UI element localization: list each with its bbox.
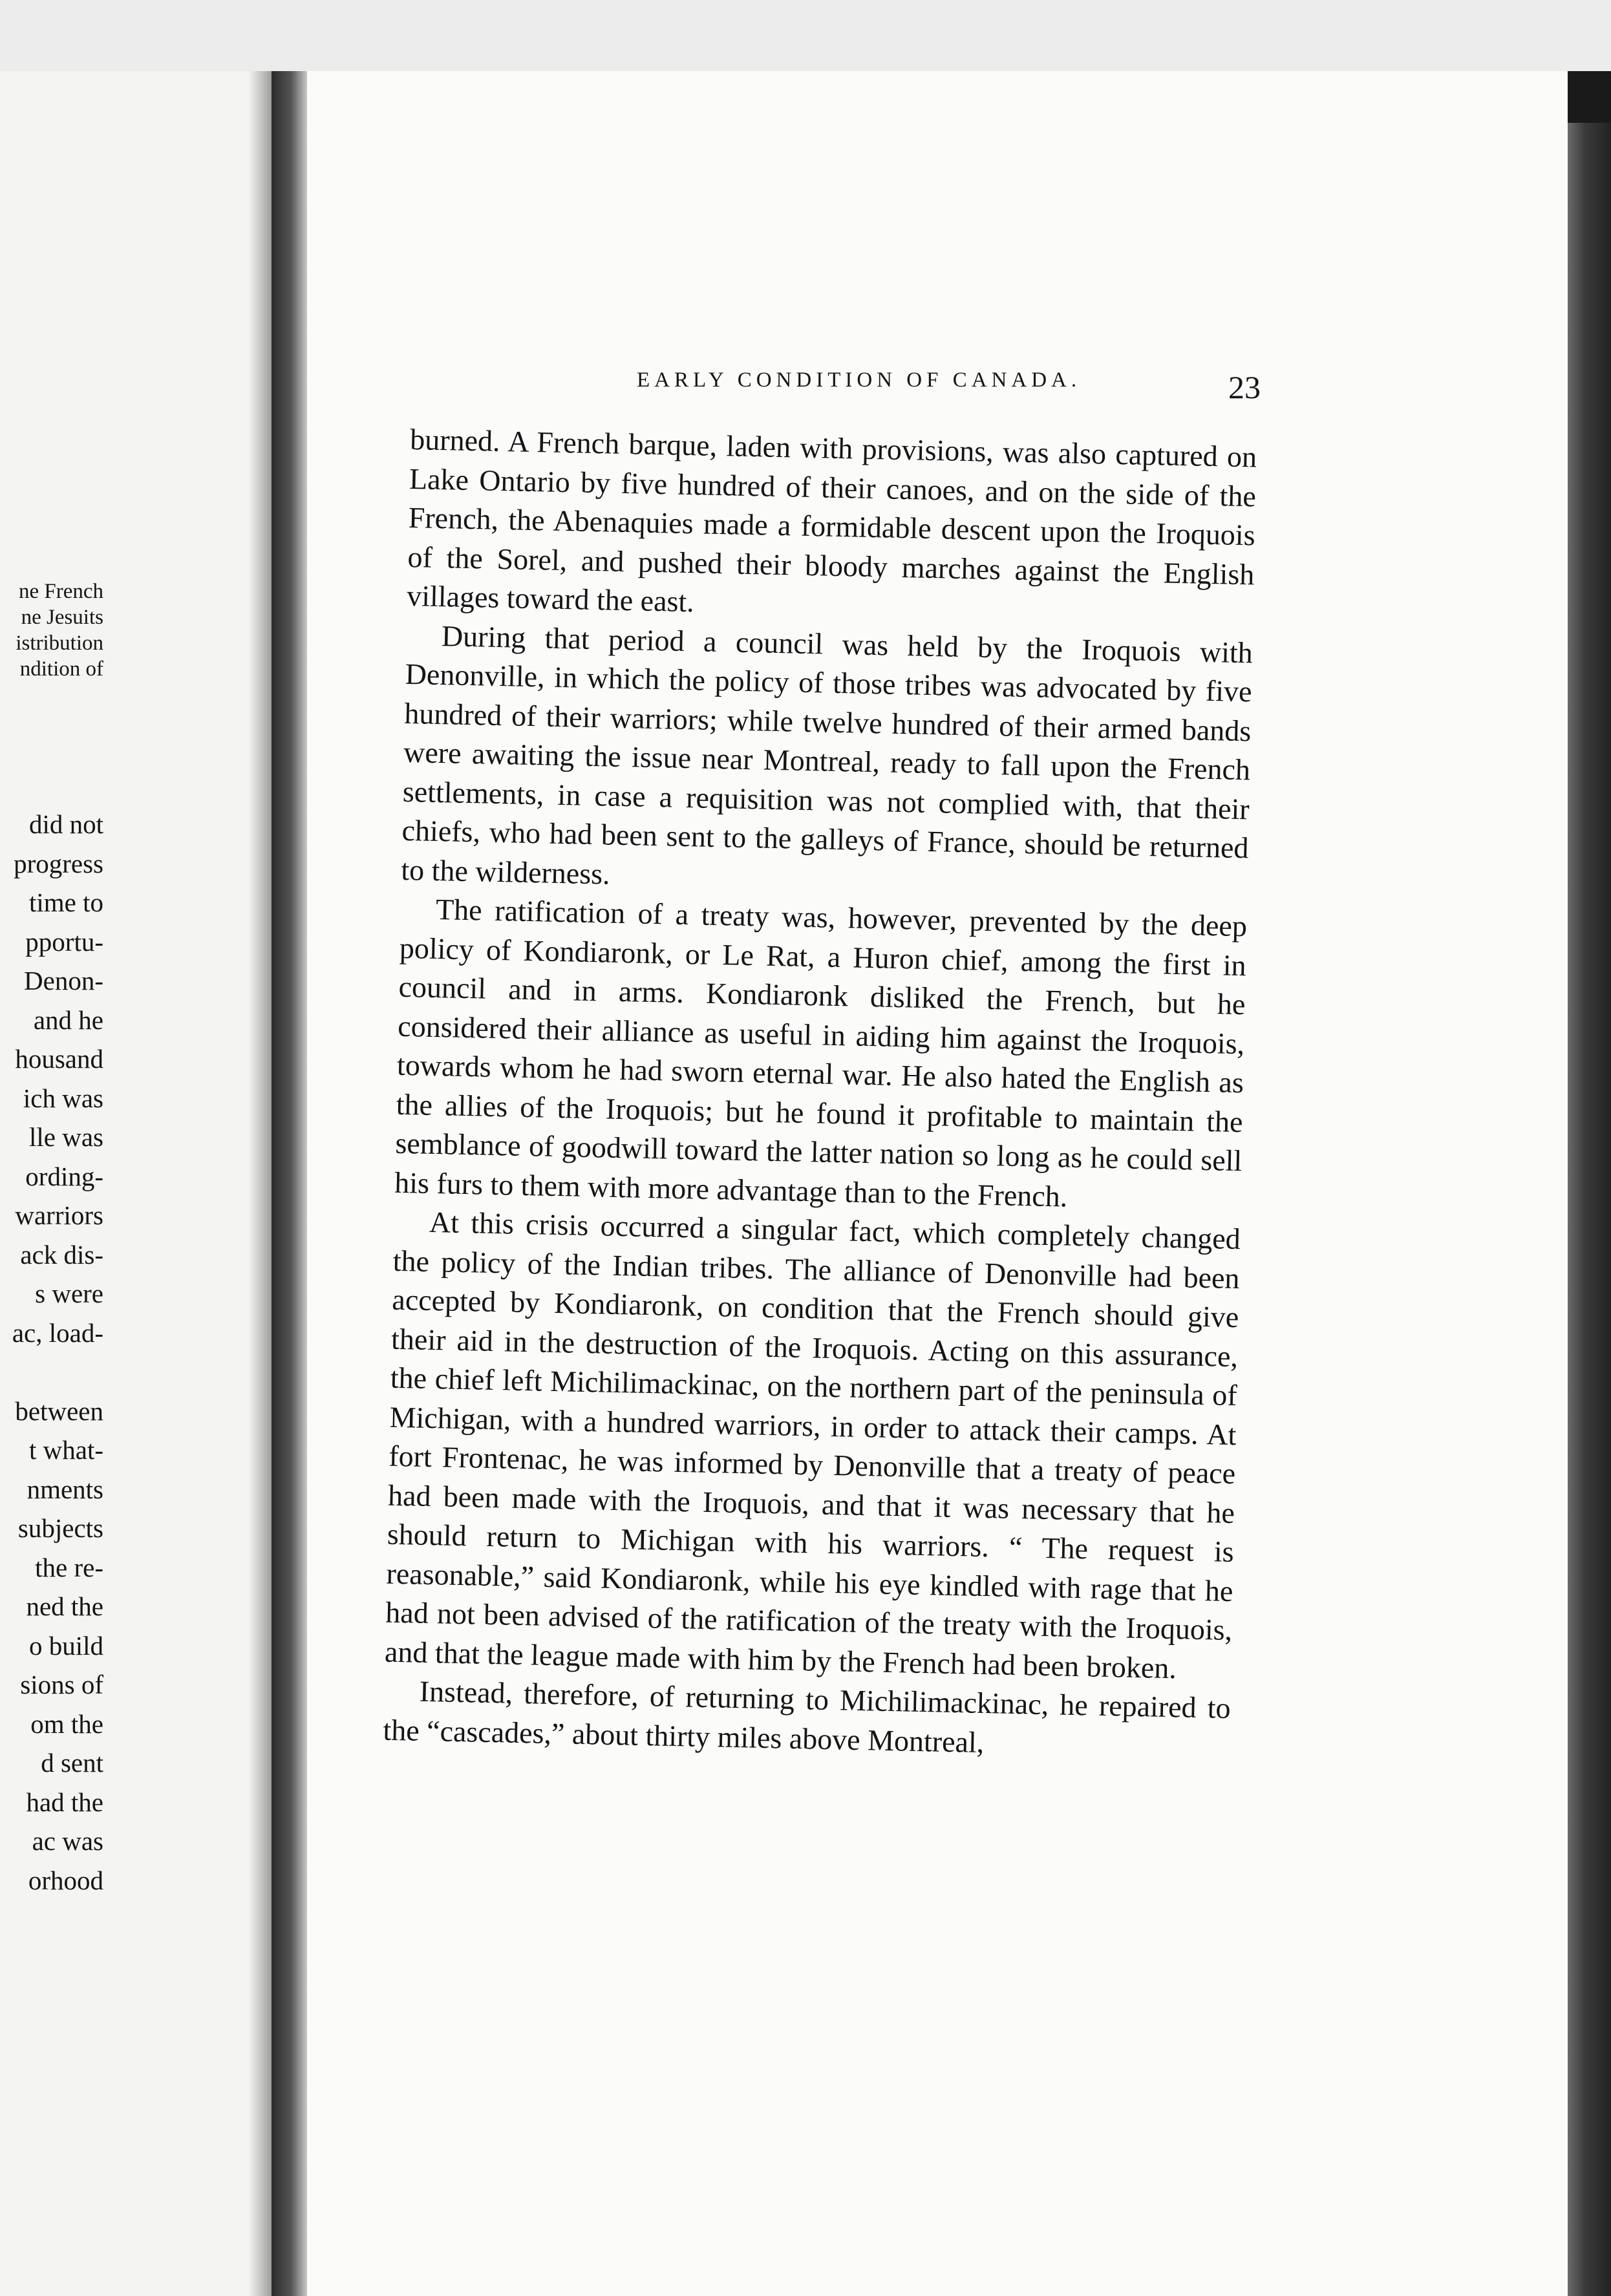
fold-shadow (248, 71, 272, 2296)
left-page-text-fragments (0, 805, 103, 1900)
text-fragment: subjects (17, 1513, 103, 1543)
scan-background (0, 0, 1611, 71)
page-number: 23 (1228, 369, 1261, 405)
text-fragment: between (15, 1396, 103, 1426)
side-note-line: ne Jesuits (21, 606, 103, 629)
text-fragment (0, 1352, 103, 1392)
book-gutter (272, 71, 307, 2296)
running-head: EARLY CONDITION OF CANADA. (637, 368, 1082, 392)
left-page-side-note (0, 579, 103, 682)
page-edge (1568, 123, 1611, 2296)
text-fragment: o build (28, 1630, 103, 1661)
text-fragment: and he (33, 1004, 103, 1035)
side-note-line: ndition of (19, 657, 103, 681)
text-fragment: s were (35, 1279, 103, 1308)
side-note-line: istribution (16, 632, 103, 655)
text-fragment: ac, load- (12, 1317, 103, 1348)
body-text (383, 420, 1257, 1767)
text-fragment: did not (28, 809, 103, 839)
text-fragment: t what- (29, 1435, 103, 1465)
text-fragment: lle was (29, 1122, 103, 1152)
text-fragment: progress (14, 848, 103, 878)
text-fragment: housand (15, 1044, 103, 1074)
side-note-line: ne French (18, 580, 103, 603)
text-fragment: pportu- (25, 926, 103, 957)
text-fragment: sions of (20, 1670, 103, 1699)
text-fragment: ack dis- (20, 1239, 103, 1270)
text-fragment: orhood (28, 1865, 103, 1895)
text-fragment: had the (26, 1787, 103, 1817)
text-fragment: om the (30, 1708, 103, 1739)
text-fragment: nments (27, 1474, 103, 1504)
paragraph: During that period a council was held by the Iroquois with Denonville, in which the policy of those tribes was advocated by five hundred of their warriors; while twelve hundred of their armed bands were awaiting the issue near Montreal, ready to fall upon the French settlements, in case a requisition was not complied with, that their chiefs, who had been sent to the galleys of France, should be returned to the wilderness. (400, 619, 1254, 891)
text-fragment: ned the (26, 1591, 103, 1621)
text-fragment: ac was (32, 1826, 103, 1856)
paragraph: The ratification of a treaty was, however, prevented by the deep policy of Kondiaronk, or Le Rat, a Huron chief, among the first in council and in arms. Kondiaronk disliked the French, but he considered their alliance as useful in aiding him against the Iroquois, towards whom he had sworn eternal war. He also hated the English as the allies of the Iroquois; but he found it profitable to maintain the semblance of goodwill toward the latter nation so long as he could sell his furs to them with more advantage than to the French. (394, 892, 1248, 1213)
text-fragment: ording- (25, 1161, 103, 1191)
text-fragment: Denon- (24, 966, 103, 995)
text-fragment: d sent (41, 1748, 103, 1778)
paragraph: Instead, therefore, of returning to Michilimackinac, he repaired to the “cascades,” about thirty miles above Montreal, (383, 1674, 1232, 1759)
paragraph: At this crisis occurred a singular fact, which completely changed the policy of the Indian tribes. The alliance of Denonville had been accepted by Kondiaronk, on condition that the French should give their aid in the destruction of the Iroquois. Acting on this assurance, the chief left Michilimackinac, on the northern part of the peninsula of Michigan, with a hundred warriors, in order to attack their camps. At fort Frontenac, he was informed by Denonville that a treaty of peace had been made with the Iroquois, and that it was necessary that he should return to Michigan with his warriors. “ The request is reasonable,” said Kondiaronk, while his eye kindled with rage that he had not been advised of the ratification of the treaty with the Iroquois, and that the league made with him by the French had been broken. (384, 1205, 1241, 1685)
text-fragment: ich was (23, 1083, 103, 1113)
text-fragment: warriors (15, 1200, 103, 1230)
paragraph: burned. A French barque, laden with provisions, was also captured on Lake Ontario by five hundred of their canoes, and on the side of the French, the Abenaquies made a formidable descent upon the Iroquois of the Sorel, and pushed their bloody marches against the English villages toward the east. (406, 422, 1257, 619)
text-fragment: the re- (35, 1552, 103, 1582)
text-fragment: time to (28, 888, 103, 917)
